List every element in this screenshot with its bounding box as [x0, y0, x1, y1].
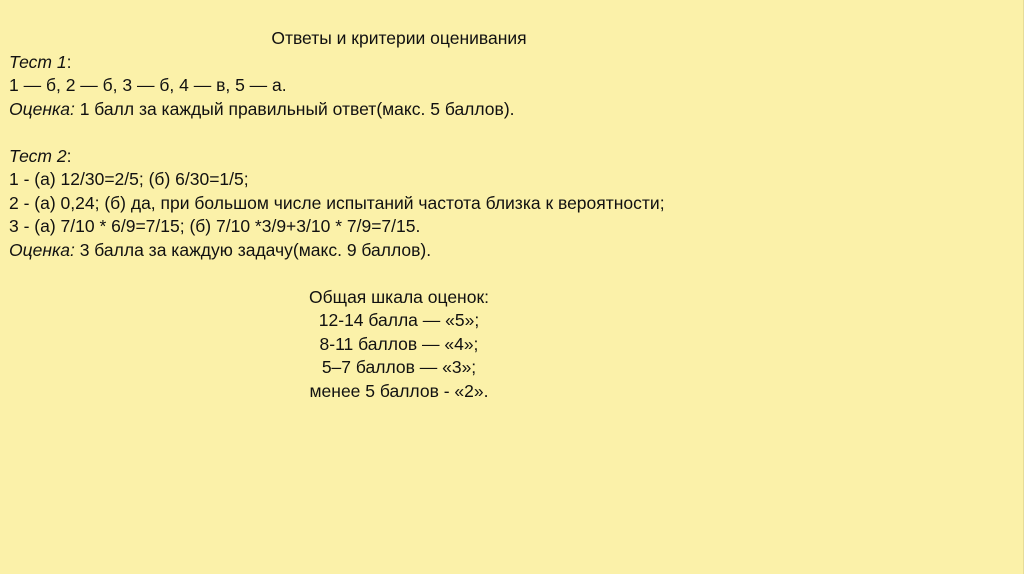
test1-grading — [9, 98, 789, 122]
slide-title: Ответы и критерии оценивания — [271, 28, 527, 48]
scale-item: 12-14 балла — «5»; — [318, 310, 480, 330]
test2-heading-text: Тест 2 — [9, 145, 67, 166]
test2-grading — [9, 239, 789, 263]
test1-grading-label: Оценка: — [9, 98, 75, 119]
test2-answer-3: 3 - (а) 7/10 * 6/9=7/15; (б) 7/10 *3/9+3/10 * 7/9=7/15. — [9, 216, 421, 236]
test2-answer-1: 1 - (а) 12/30=2/5; (б) 6/30=1/5; — [9, 169, 249, 189]
scale-item: 5–7 баллов — «3»; — [321, 357, 477, 377]
section-spacer — [9, 121, 789, 145]
section-spacer — [9, 262, 789, 286]
test2-heading-colon: : — [66, 145, 72, 166]
test2-grading-text: 3 балла за каждую задачу(макс. 9 баллов). — [74, 239, 432, 260]
scale-item: 8-11 баллов — «4»; — [319, 333, 479, 354]
test2-heading — [9, 145, 789, 169]
test2-answer-2: 2 - (а) 0,24; (б) да, при большом числе испытаний частота близка к вероятности; — [9, 192, 665, 213]
test2-grading-label: Оценка: — [9, 239, 75, 260]
test1-heading — [9, 51, 789, 75]
slide-content — [9, 27, 789, 403]
test1-heading-text: Тест 1 — [9, 51, 67, 72]
scale-item: менее 5 баллов - «2». — [309, 380, 489, 401]
test1-grading-text: 1 балл за каждый правильный ответ(макс. 5 баллов). — [74, 98, 515, 119]
test1-heading-colon: : — [66, 51, 72, 72]
scale-heading: Общая шкала оценок: — [309, 286, 489, 307]
test1-answers: 1 — б, 2 — б, 3 — б, 4 — в, 5 — а. — [9, 75, 287, 95]
